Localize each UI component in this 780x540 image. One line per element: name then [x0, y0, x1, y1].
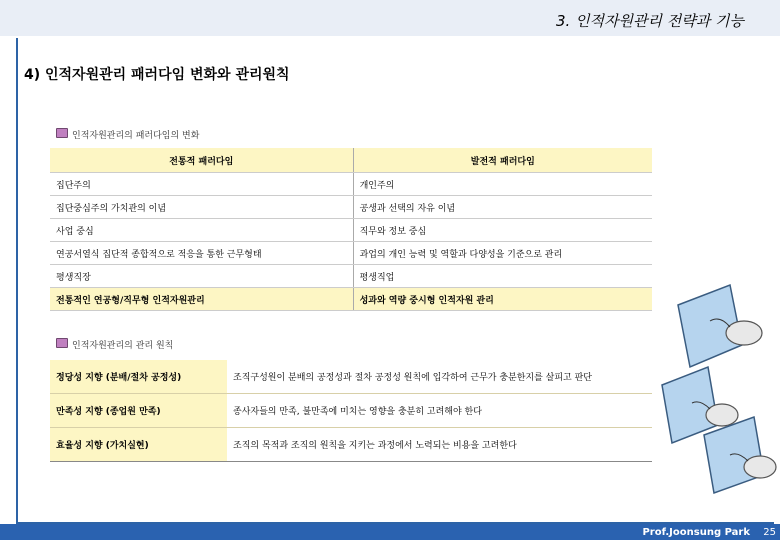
table-cell: 직무와 정보 중심 [353, 219, 652, 242]
principle-name: 효율성 지향 (가치실현) [50, 428, 227, 462]
table-cell: 성과와 역량 중시형 인적자원 관리 [353, 288, 652, 311]
header-traditional: 전통적 패러다임 [50, 148, 353, 173]
table-cell: 평생직장 [50, 265, 353, 288]
table-row [50, 219, 652, 242]
principles-table [50, 360, 652, 462]
table-cell: 연공서열식 집단적 종합적으로 적응을 통한 근무형태 [50, 242, 353, 265]
paradigm-table [50, 148, 652, 311]
table-cell: 개인주의 [353, 173, 652, 196]
principle-name: 정당성 지향 (분배/절차 공정성) [50, 360, 227, 394]
table-header-row [50, 148, 652, 173]
principle-name: 만족성 지향 (종업원 만족) [50, 394, 227, 428]
table-row [50, 173, 652, 196]
table-cell: 과업의 개인 능력 및 역할과 다양성을 기준으로 관리 [353, 242, 652, 265]
screen-mouse-icon [704, 417, 776, 493]
bullet-icon [56, 128, 68, 138]
principle-desc: 조직의 목적과 조직의 원칙을 지키는 과정에서 노력되는 비용을 고려한다 [227, 428, 652, 462]
bullet-label-principles: 인적자원관리의 관리 원칙 [72, 341, 174, 351]
table-row [50, 360, 652, 394]
principle-desc: 종사자들의 만족, 불만족에 미치는 영향을 충분히 고려해야 한다 [227, 394, 652, 428]
table-cell: 공생과 선택의 자유 이념 [353, 196, 652, 219]
section-heading: 4) 인적자원관리 패러다임 변화와 관리원칙 [24, 67, 290, 83]
table-row-highlight [50, 288, 652, 311]
footer-author: Prof.Joonsung Park [642, 527, 750, 538]
table-cell: 평생직업 [353, 265, 652, 288]
table-row [50, 196, 652, 219]
table-row [50, 265, 652, 288]
header-developmental: 발전적 패러다임 [353, 148, 652, 173]
table-cell: 사업 중심 [50, 219, 353, 242]
table-row [50, 428, 652, 462]
table-cell: 집단중심주의 가치관의 이념 [50, 196, 353, 219]
page-number: 25 [763, 527, 776, 538]
table-row [50, 242, 652, 265]
computer-mouse-illustration [660, 275, 780, 515]
table-cell: 전통적인 연공형/직무형 인적자원관리 [50, 288, 353, 311]
table-cell: 집단주의 [50, 173, 353, 196]
screen-mouse-icon [678, 285, 762, 367]
bullet-icon [56, 338, 68, 348]
slide-title: 3. 인적자원관리 전략과 기능 [555, 12, 744, 30]
bullet-label-paradigm: 인적자원관리의 패러다임의 변화 [72, 131, 200, 141]
principle-desc: 조직구성원이 분배의 공정성과 절차 공정성 원칙에 입각하여 근무가 충분한지를 살피고 판단 [227, 360, 652, 394]
table-row [50, 394, 652, 428]
